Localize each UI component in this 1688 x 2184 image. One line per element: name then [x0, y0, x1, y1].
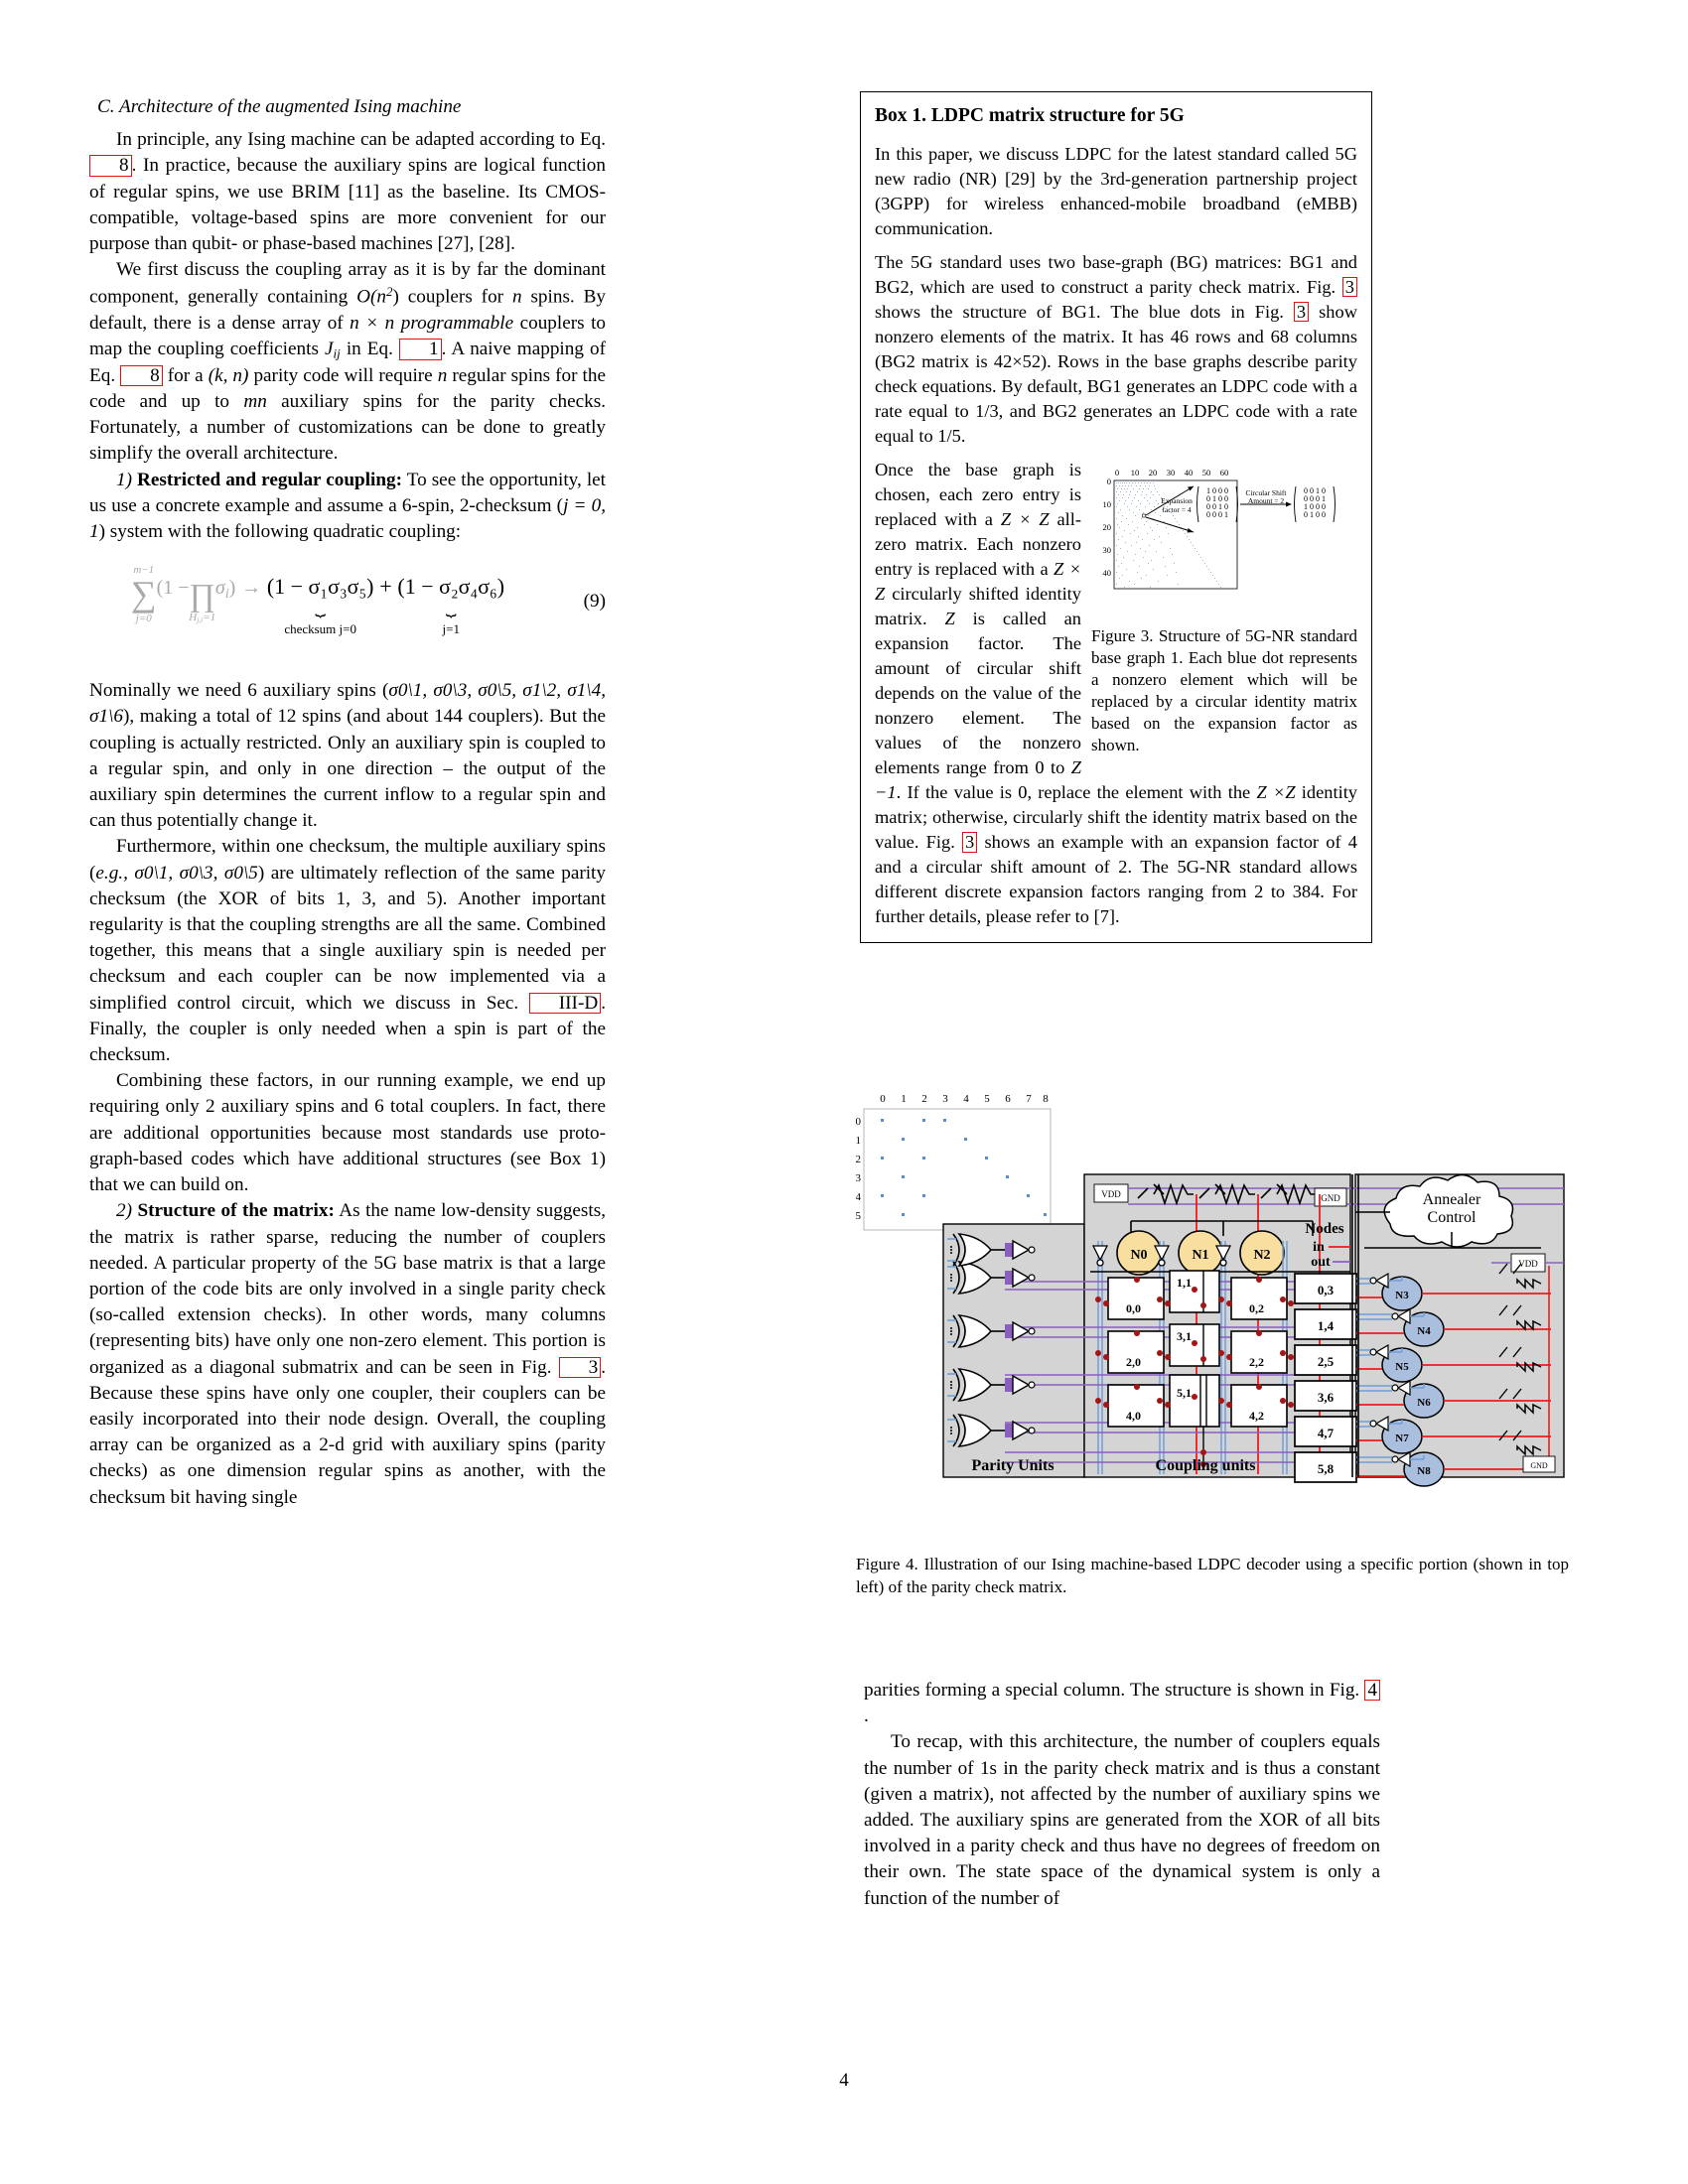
text-run: spins. By default, there is a dense array of [89, 286, 606, 335]
node-label-n3: N3 [1395, 1290, 1409, 1301]
eq-ref-8b[interactable]: 8 [120, 365, 163, 386]
text-run: shows the structure of BG1. The blue dots in Fig. [875, 301, 1294, 322]
text-run: show nonzero elements of the matrix. It has 46 rows and 68 columns (BG2 matrix is 42×52). Rows in the base graphs describe parity check equations. By default, BG1 generates an LDPC code with a rate equal to 1/3, and BG2 generates an LDPC code with a rate equal to 1/5. [875, 301, 1357, 446]
svg-text:factor = 4: factor = 4 [1162, 504, 1192, 514]
figure-3-image [1091, 460, 1357, 618]
x-tick-0: 0 [1114, 467, 1120, 478]
text-run: Furthermore, within one checksum, the multiple auxiliary spins ( [89, 836, 606, 884]
math-sigma: σ [214, 577, 225, 600]
text-run: parities forming a special column. The structure is shown in Fig. [864, 1680, 1365, 1701]
svg-text:0 1 0 0: 0 1 0 0 [1304, 509, 1326, 519]
node-label-n6: N6 [1417, 1397, 1431, 1409]
math-exp: 2 [385, 284, 393, 300]
underbrace: ⏟ [315, 596, 327, 616]
svg-text:2: 2 [856, 1154, 861, 1165]
figure-4-caption: Figure 4. Illustration of our Ising machine-based LDPC decoder using a specific portion (shown in top left) of the parity check matrix. [856, 1555, 1569, 1596]
vdd-label-2: VDD [1518, 1259, 1538, 1269]
ext-coupler-36: 3,6 [1317, 1390, 1335, 1405]
legend-title: Nodes [1305, 1221, 1344, 1237]
x-tick-60: 60 [1219, 467, 1229, 478]
svg-text:0 1 0 0: 0 1 0 0 [1206, 493, 1228, 503]
matrix-x-ticks [880, 1093, 1049, 1105]
identity-matrix-a [1197, 486, 1238, 522]
x-tick-50: 50 [1201, 467, 1211, 478]
math-j01: j = 0, 1 [89, 494, 607, 543]
fig-ref-3c[interactable]: 3 [962, 832, 977, 852]
text-run: regular spins for the code and up to [89, 364, 606, 413]
term-checksum-1 [397, 571, 505, 636]
x-tick-40: 40 [1184, 467, 1194, 478]
shifted-matrix-b [1295, 486, 1336, 522]
coupling-units-label: Coupling units [1155, 1457, 1256, 1474]
math-Zminus1: Z −1 [875, 757, 1081, 803]
svg-text:0 0 1 0: 0 0 1 0 [1304, 485, 1326, 495]
y-tick-0: 0 [1106, 476, 1111, 486]
svg-text:3: 3 [856, 1172, 861, 1184]
coupler-label-51: 5,1 [1177, 1386, 1192, 1400]
text-run: parity code will require [248, 364, 438, 386]
text-run: Nominally we need 6 auxiliary spins ( [89, 680, 389, 702]
coupler-label-22: 2,2 [1249, 1355, 1264, 1369]
svg-text:5: 5 [984, 1093, 990, 1105]
vdd-label: VDD [1101, 1189, 1121, 1199]
box-1-ldpc-matrix-structure [860, 91, 1372, 943]
prod-limit-eq: =1 [203, 611, 216, 623]
text-run: ), making a total of 12 spins (and about 144 couplers). But the coupling is actually restricted. Only an auxiliary spin is coupled to a regular spin, and only in one direction – the output of the auxiliary spin determines the current inflow to a regular spin and can thus potentially change it. [89, 706, 606, 832]
svg-text:7: 7 [1026, 1093, 1032, 1105]
y-tick-10: 10 [1102, 498, 1111, 509]
svg-text:4: 4 [856, 1191, 861, 1203]
left-column [89, 94, 606, 1511]
text-run: circularly shifted identity matrix. [875, 584, 1081, 629]
expansion-label [1161, 496, 1193, 514]
section-heading: C. Architecture of the augmented Ising machine [97, 96, 462, 117]
text-run: in Eq. [340, 339, 399, 360]
math-J-sub: ij [333, 345, 341, 361]
text-run: auxiliary spins for the parity checks. Fortunately, a number of customizations can be done to greatly simplify the overall architecture. [89, 391, 606, 465]
node-label-n4: N4 [1417, 1325, 1431, 1337]
paragraph-coupling-array [89, 257, 606, 467]
math-spin-list-2: σ0\1, σ0\3, σ0\5 [127, 862, 258, 884]
y-tick-40: 40 [1102, 567, 1111, 578]
term-checksum-0 [266, 571, 374, 636]
coupler-label-11: 1,1 [1177, 1276, 1192, 1290]
text-run: ) [228, 577, 236, 600]
math-mn: mn [243, 391, 267, 413]
coupler-label-40: 4,0 [1126, 1409, 1141, 1423]
y-tick-30: 30 [1102, 544, 1111, 555]
paragraph-parities [864, 1678, 1380, 1729]
legend-in: in [1313, 1240, 1325, 1255]
y-tick-20: 20 [1102, 521, 1111, 532]
subsection-number-2: 2) [116, 1200, 132, 1222]
text-run: Once the base graph is chosen, each zero entry is replaced with a [875, 459, 1081, 529]
svg-text:1 0 0 0: 1 0 0 0 [1206, 485, 1228, 495]
math-n2: n [437, 364, 448, 386]
ext-coupler-25: 2,5 [1317, 1354, 1335, 1369]
svg-text:4: 4 [963, 1093, 969, 1105]
prod-limit-H: H [189, 611, 198, 623]
page-number: 4 [839, 2070, 849, 2091]
node-label-n5: N5 [1395, 1361, 1409, 1373]
text-run: (1 − [156, 577, 190, 600]
math-spin-list: σ0\1, σ0\3, σ0\5, σ1\2, σ1\4, σ1\6 [89, 680, 607, 728]
coupler-label-00: 0,0 [1126, 1301, 1141, 1315]
svg-text:5: 5 [856, 1210, 861, 1222]
subsection-number: 1) [116, 469, 132, 490]
fig-ref-3b[interactable]: 3 [1294, 302, 1309, 322]
ext-coupler-47: 4,7 [1317, 1426, 1335, 1440]
box-paragraph-2 [875, 250, 1357, 449]
figure-3-caption: Figure 3. Structure of 5G-NR standard base graph 1. Each blue dot represents a nonzero element which will be replaced by a circular identity matrix based on the expansion factor as shown. [1091, 625, 1357, 755]
emph-eg: e.g., [95, 862, 128, 884]
sec-ref-iiid[interactable]: III-D [529, 993, 601, 1014]
text-run: . A naive mapping of Eq. [89, 339, 606, 386]
text-run: ) are ultimately reflection of the same parity checksum (the XOR of bits 1, 3, and 5). Another important regularity is that the coupling strengths are all the same. Combined together, this means that a single auxiliary spin is needed per checksum and each coupler can be now implemented via a simplified control circuit, which we discuss in Sec. [89, 862, 606, 1014]
text-run: We first discuss the coupling array as it is by far the dominant component, generally containing [89, 259, 606, 308]
paragraph-restricted-coupling [89, 468, 606, 546]
x-tick-10: 10 [1130, 467, 1140, 478]
text-run: identity matrix; otherwise, circularly shift the identity matrix based on the value. Fig. [875, 782, 1357, 853]
svg-text:0: 0 [856, 1116, 861, 1128]
svg-text:3: 3 [942, 1093, 948, 1105]
subsection-title-2: Structure of the matrix: [137, 1200, 335, 1222]
emph-programmable: programmable [400, 313, 514, 335]
equation-9 [89, 555, 606, 674]
node-label-n7: N7 [1395, 1433, 1409, 1444]
term1-expression: (1 − σ₁σ₃σ₅) [266, 574, 374, 600]
paragraph-furthermore [89, 834, 606, 1068]
math-ZZ: Z × Z [1000, 508, 1050, 529]
node-label-n2: N2 [1253, 1248, 1271, 1263]
svg-text:6: 6 [1005, 1093, 1011, 1105]
subsection-title: Restricted and regular coupling: [137, 469, 403, 490]
text-run: for a [162, 364, 209, 386]
svg-text:0 0 0 1: 0 0 0 1 [1206, 509, 1228, 519]
svg-text:1 0 0 0: 1 0 0 0 [1304, 501, 1326, 511]
x-tick-30: 30 [1166, 467, 1176, 478]
plus-symbol: + [379, 574, 392, 600]
text-run: . [864, 1706, 869, 1727]
ext-coupler-14: 1,4 [1317, 1318, 1335, 1333]
arrow-symbol: → [241, 577, 262, 600]
text-run: . Because these spins have only one coupler, their couplers can be easily incorporated into their node design. Overall, the coupling array can be organized as a 2-d grid with auxiliary spins (parity checks) as one dimension regular spins as another, with the checksum bit having single [89, 1356, 606, 1508]
ext-coupler-03: 0,3 [1317, 1283, 1335, 1297]
text-run: In principle, any Ising machine can be adapted according to Eq. [116, 129, 606, 151]
fig-ref-3a[interactable]: 3 [1342, 277, 1357, 297]
node-label-n8: N8 [1417, 1465, 1431, 1477]
node-label-n1: N1 [1192, 1248, 1209, 1263]
math-On: O(n [356, 286, 386, 308]
parity-units-label: Parity Units [971, 1457, 1055, 1474]
math-ZxZ: Z ×Z [1256, 782, 1296, 803]
text-run: ) system with the following quadratic coupling: [98, 521, 462, 543]
text-run: . In practice, because the auxiliary spins are logical function of regular spins, we use BRIM [11] as the baseline. Its CMOS-compatible, voltage-based spins are more convenient for our purpose than qubit- or phase-based machines [27], [28]. [89, 155, 606, 255]
svg-text:2: 2 [921, 1093, 927, 1105]
text-run: As the name low-density suggests, the matrix is rather sparse, reducing the number of couplers needed. A particular property of the 5G base matrix is that a large portion of the code bits are only involved in a single parity check (so-called extension checks). In other words, many columns (representing bits) have only one non-zero element. This portion is organized as a diagonal submatrix and can be seen in Fig. [89, 1200, 606, 1378]
svg-text:0 0 1 0: 0 0 1 0 [1206, 501, 1228, 511]
sum-upper-limit: m−1 [133, 564, 155, 577]
text-run: all-zero matrix. Each nonzero entry is replaced with a [875, 508, 1081, 580]
coupler-label-20: 2,0 [1126, 1355, 1141, 1369]
box-paragraph-1: In this paper, we discuss LDPC for the latest standard called 5G new radio (NR) [29] by the 3rd-generation partnership project (3GPP) for wireless enhanced-mobile broadband (eMBB) communication. [875, 143, 1357, 238]
figure-4-image [856, 1077, 1569, 1529]
text-run: The 5G standard uses two base-graph (BG) matrices: BG1 and BG2, which are used to construct a parity check matrix. Fig. [875, 251, 1357, 297]
box-title: Box 1. LDPC matrix structure for 5G [875, 105, 1185, 126]
math-Z: Z [944, 609, 955, 629]
eq-ref-8[interactable]: 8 [89, 155, 132, 176]
paragraph-combining: Combining these factors, in our running example, we end up requiring only 2 auxiliary spins and 6 total couplers. In fact, there are additional opportunities because most standards use proto-graph-based codes which have additional structures (see Box 1) that we can build on. [89, 1070, 606, 1196]
math-kn: (k, n) [208, 364, 249, 386]
gnd-label-2: GND [1530, 1461, 1548, 1470]
fig-ref-3[interactable]: 3 [559, 1357, 602, 1378]
gnd-label: GND [1321, 1193, 1340, 1203]
equation-gray-part: ∑ m−1 j=0 (1 −∏ $H_{j,i}=1$ $\sigma_i$) → [130, 564, 262, 625]
annealer-label-2: Control [1427, 1209, 1477, 1226]
figure-3-block [1091, 460, 1357, 757]
svg-text:Circular Shift: Circular Shift [1245, 487, 1287, 497]
svg-text:Amount = 2: Amount = 2 [1247, 495, 1285, 505]
sum-lower-limit: j=0 [135, 613, 152, 625]
math-n: n [511, 286, 522, 308]
math-J: J [324, 339, 334, 360]
svg-text:0: 0 [880, 1093, 886, 1105]
term2-expression: (1 − σ₂σ₄σ₆) [397, 574, 505, 600]
node-top [1117, 1231, 1284, 1275]
x-tick-20: 20 [1148, 467, 1158, 478]
bottom-right-column [864, 1678, 1380, 1912]
math-nxn: n × n [350, 313, 395, 335]
figure-4-svg [856, 1077, 1569, 1529]
underbrace: ⏟ [445, 596, 457, 616]
node-label-n0: N0 [1130, 1248, 1148, 1263]
text-run: is called an expansion factor. The amount of circular shift depends on the value of the nonzero element. The values of the nonzero elements range from 0 to [875, 609, 1081, 778]
term2-label: j=1 [442, 620, 460, 636]
coupler-label-02: 0,2 [1249, 1301, 1264, 1315]
text-run: To see the opportunity, let us use a concrete example and assume a 6-spin, 2-checksum ( [89, 469, 607, 516]
math-ZZ2: Z × Z [875, 559, 1081, 605]
eq-ref-1[interactable]: 1 [399, 339, 442, 359]
paragraph-intro [89, 127, 606, 257]
term1-label: checksum j=0 [284, 620, 356, 636]
parity-matrix-inset [856, 1093, 1051, 1230]
math-sigma-sub: i [224, 587, 229, 603]
prod-limit-sub: j,i [197, 614, 204, 624]
svg-text:1: 1 [901, 1093, 907, 1105]
highlighted-element [1143, 514, 1146, 517]
text-run: . Finally, the coupler is only needed when a spin is part of the checksum. [89, 992, 606, 1066]
paragraph-matrix-structure [89, 1198, 606, 1510]
annealer-label-1: Annealer [1422, 1191, 1481, 1208]
figure-3-svg [1091, 460, 1357, 618]
text-run: shows an example with an expansion factor of 4 and a circular shift amount of 2. The 5G-NR standard allows different discrete expansion factors ranging from 2 to 384. For further details, please refer to [7]. [875, 832, 1358, 927]
svg-text:1: 1 [856, 1135, 861, 1147]
paragraph-recap: To recap, with this architecture, the number of couplers equals the number of 1s in the parity check matrix and is thus a constant (given a matrix), not affected by the number of auxiliary spins we added. The auxiliary spins are generated from the XOR of all bits involved in a parity check and thus have no degrees of freedom on their own. The state space of the dynamical system is only a function of the number of [864, 1731, 1380, 1909]
paragraph-nominal-spins [89, 678, 606, 834]
svg-text:Expansion: Expansion [1161, 495, 1193, 505]
circular-shift-label [1245, 488, 1287, 505]
svg-text:8: 8 [1043, 1093, 1049, 1105]
text-run: . If the value is 0, replace the element with the [896, 782, 1257, 803]
fig-ref-4[interactable]: 4 [1364, 1680, 1380, 1701]
coupler-label-42: 4,2 [1249, 1409, 1264, 1423]
ext-coupler-58: 5,8 [1317, 1461, 1335, 1476]
text-run: couplers to map the coupling coefficients [89, 313, 606, 360]
equation-number: (9) [583, 591, 606, 613]
matrix-y-ticks [856, 1116, 862, 1222]
legend-out: out [1311, 1255, 1331, 1270]
text-run: ) couplers for [392, 286, 512, 308]
coupler-label-31: 3,1 [1177, 1329, 1192, 1343]
svg-text:0 0 0 1: 0 0 0 1 [1304, 493, 1326, 503]
